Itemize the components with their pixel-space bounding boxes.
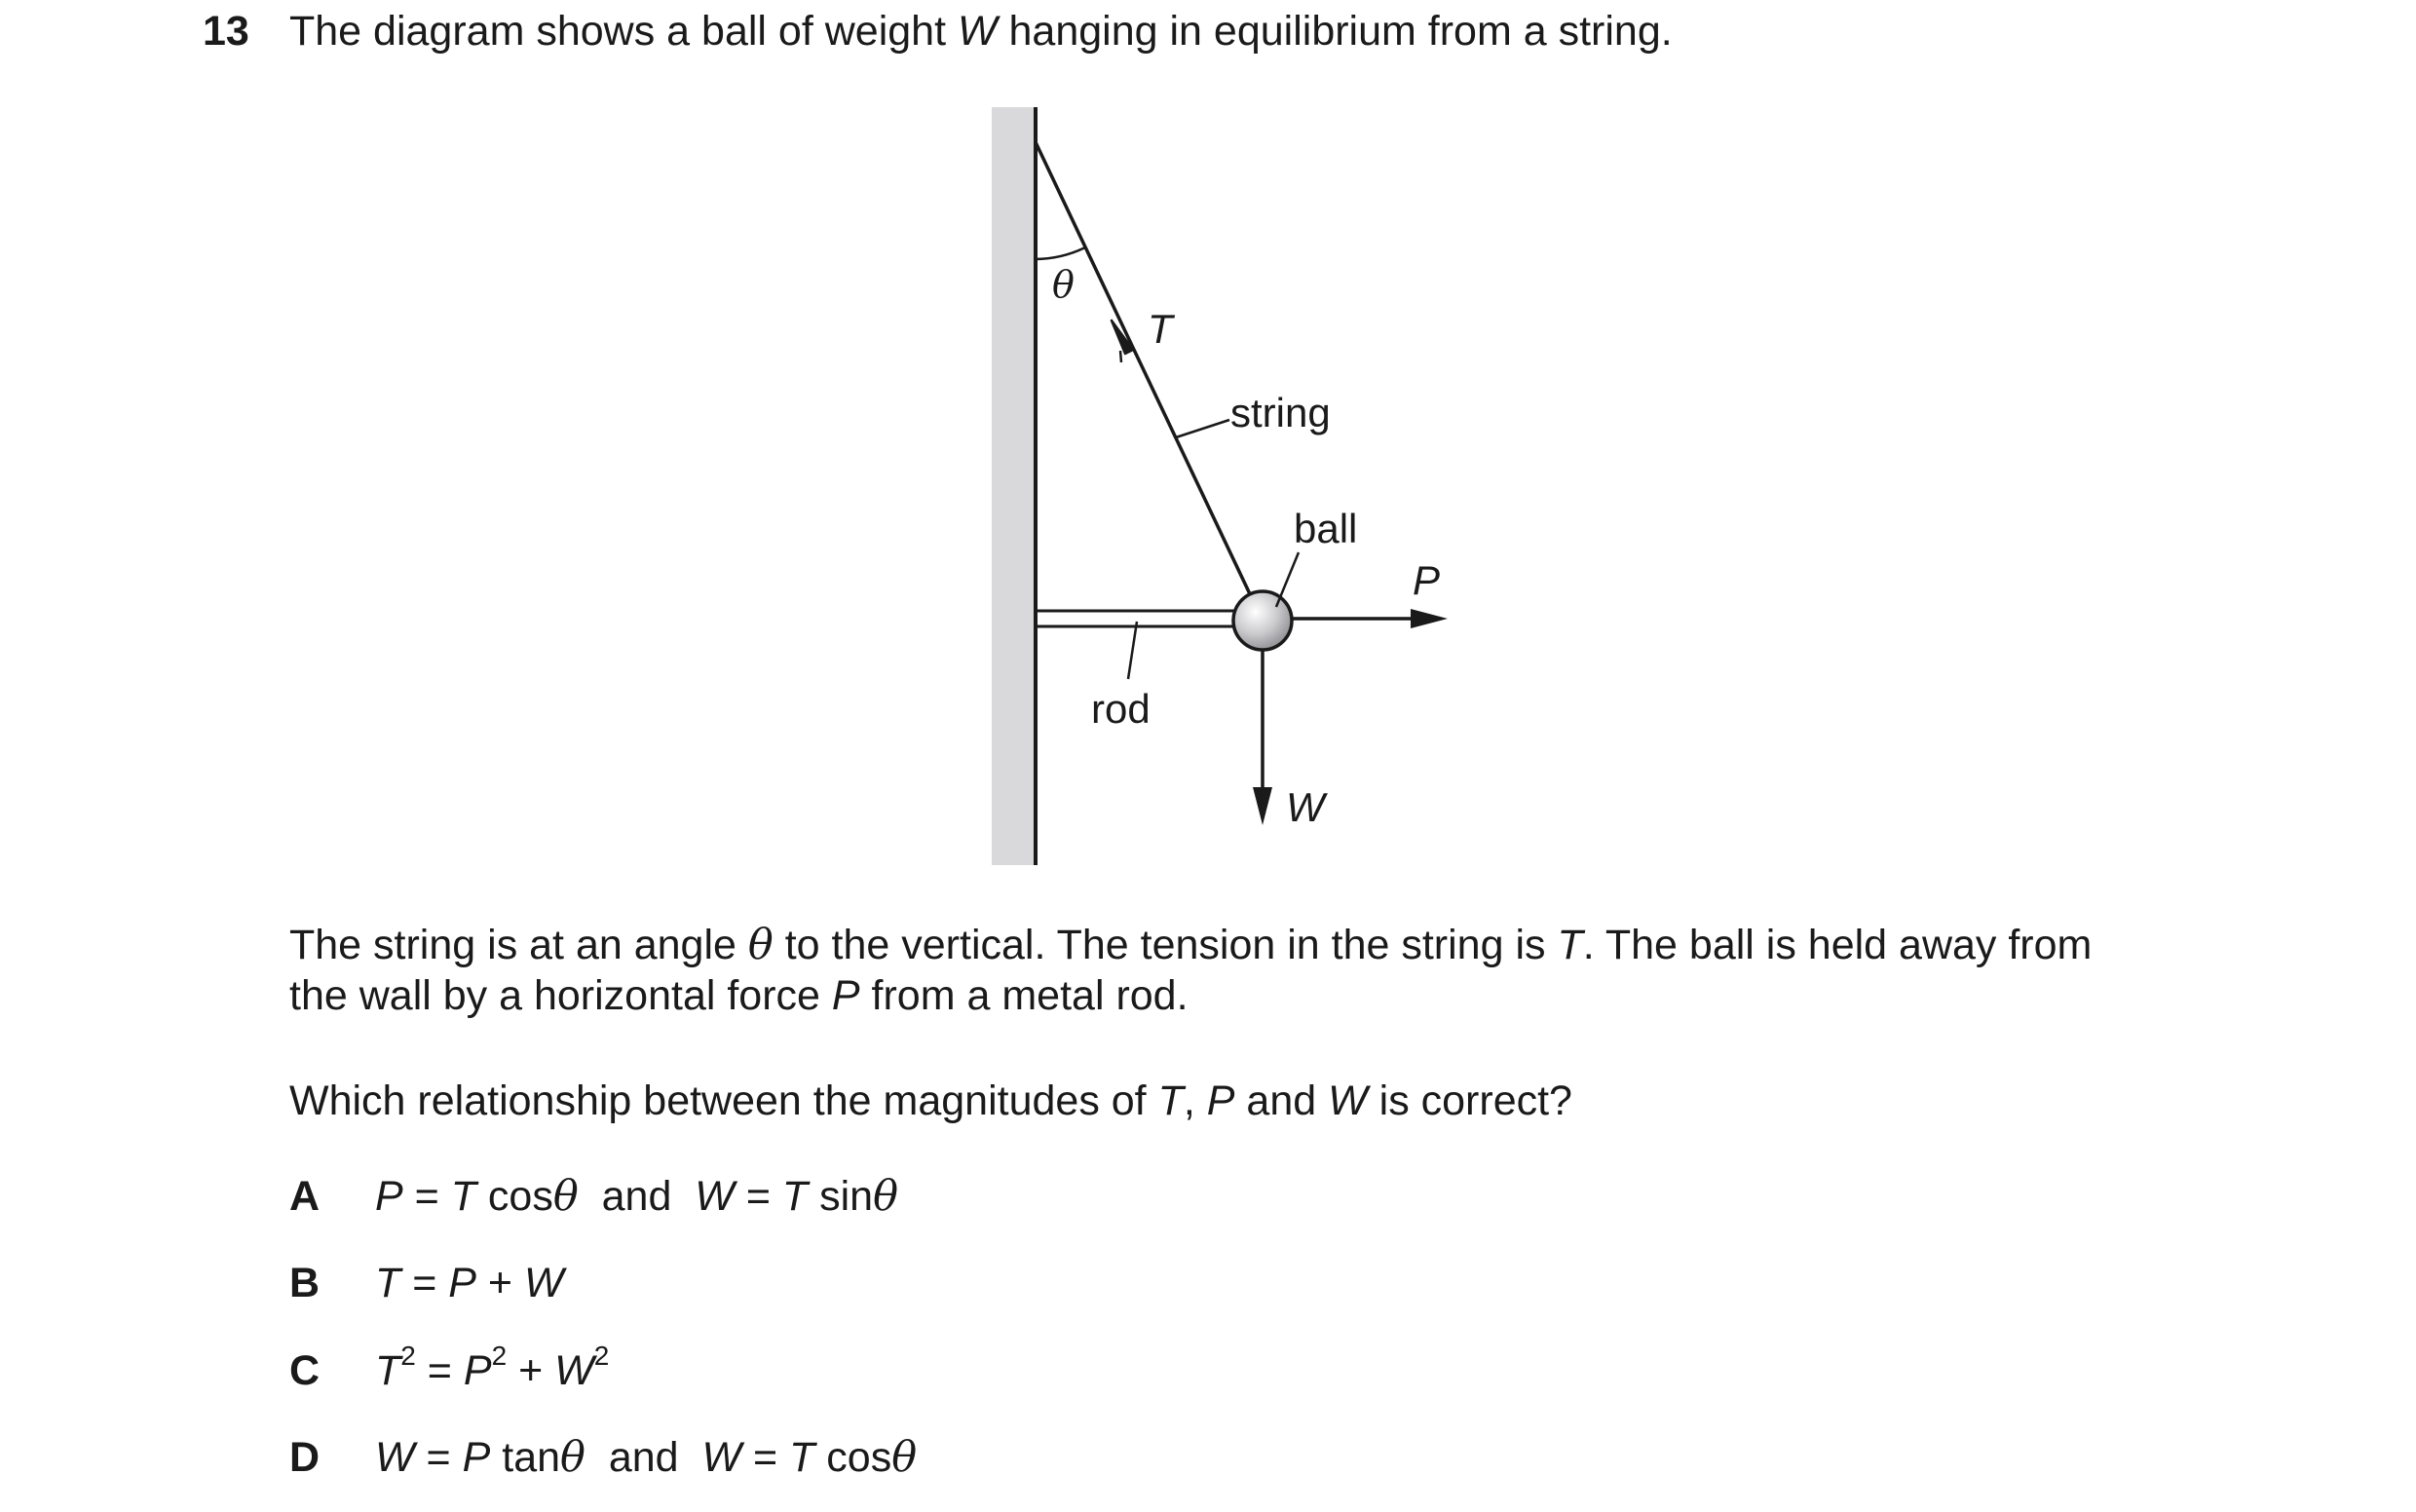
prompt-text: is correct? <box>1367 1077 1572 1124</box>
question-prompt <box>289 1076 1572 1126</box>
prompt-weight-symbol: W <box>1328 1077 1368 1124</box>
string-label: string <box>1230 390 1331 435</box>
desc-force-symbol: P <box>831 972 860 1019</box>
option-b-equation[interactable]: T = P + W <box>375 1260 564 1306</box>
angle-arc <box>1036 247 1085 259</box>
weight-label: W <box>1286 784 1325 830</box>
wall <box>992 107 1035 865</box>
desc-theta: θ <box>747 921 774 969</box>
prompt-text: , <box>1183 1077 1207 1124</box>
description-line-1 <box>289 920 2092 970</box>
desc-text: the wall by a horizontal force <box>289 972 832 1019</box>
weight-arrowhead <box>1253 787 1272 825</box>
option-b-letter[interactable]: B <box>289 1260 321 1306</box>
ball-leader <box>1276 552 1299 607</box>
option-c-equation[interactable]: $T^2 = P^2 + W^2$ <box>375 1341 610 1394</box>
desc-text: The string is at an angle <box>289 922 748 968</box>
description-line-2 <box>289 970 1189 1021</box>
ball-label: ball <box>1294 506 1358 551</box>
option-a-letter[interactable]: A <box>289 1173 321 1220</box>
string-leader <box>1176 420 1229 437</box>
prompt-text: and <box>1234 1077 1329 1124</box>
option-c-letter[interactable]: C <box>289 1347 321 1394</box>
desc-text: from a metal rod. <box>859 972 1189 1019</box>
option-a-equation[interactable]: P = T cosθ and W = T sinθ <box>375 1172 898 1221</box>
intro-text-2: hanging in equilibrium from a string. <box>997 8 1673 55</box>
prompt-text: Which relationship between the magnitudes of <box>289 1077 1158 1124</box>
option-d-equation[interactable]: W = P tanθ and W = T cosθ <box>375 1433 918 1482</box>
theta-label: θ <box>1052 263 1075 306</box>
force-p-arrowhead <box>1411 609 1448 628</box>
rod-leader <box>1128 622 1137 679</box>
intro-text-1: The diagram shows a ball of weight <box>289 8 958 55</box>
rod-label: rod <box>1091 686 1151 732</box>
question-number: 13 <box>203 8 249 55</box>
desc-tension-symbol: T <box>1557 922 1583 968</box>
option-d-letter[interactable]: D <box>289 1434 321 1481</box>
prompt-tension-symbol: T <box>1157 1077 1184 1124</box>
intro-weight-symbol: W <box>957 8 998 55</box>
tension-arrow-stub <box>1120 351 1121 362</box>
string-line <box>1036 142 1252 598</box>
force-p-label: P <box>1413 557 1441 603</box>
prompt-force-symbol: P <box>1206 1077 1235 1124</box>
desc-text: . The ball is held away from <box>1582 922 2093 968</box>
tension-label: T <box>1148 306 1173 352</box>
desc-text: to the vertical. The tension in the string is <box>773 922 1558 968</box>
ball <box>1233 591 1292 650</box>
